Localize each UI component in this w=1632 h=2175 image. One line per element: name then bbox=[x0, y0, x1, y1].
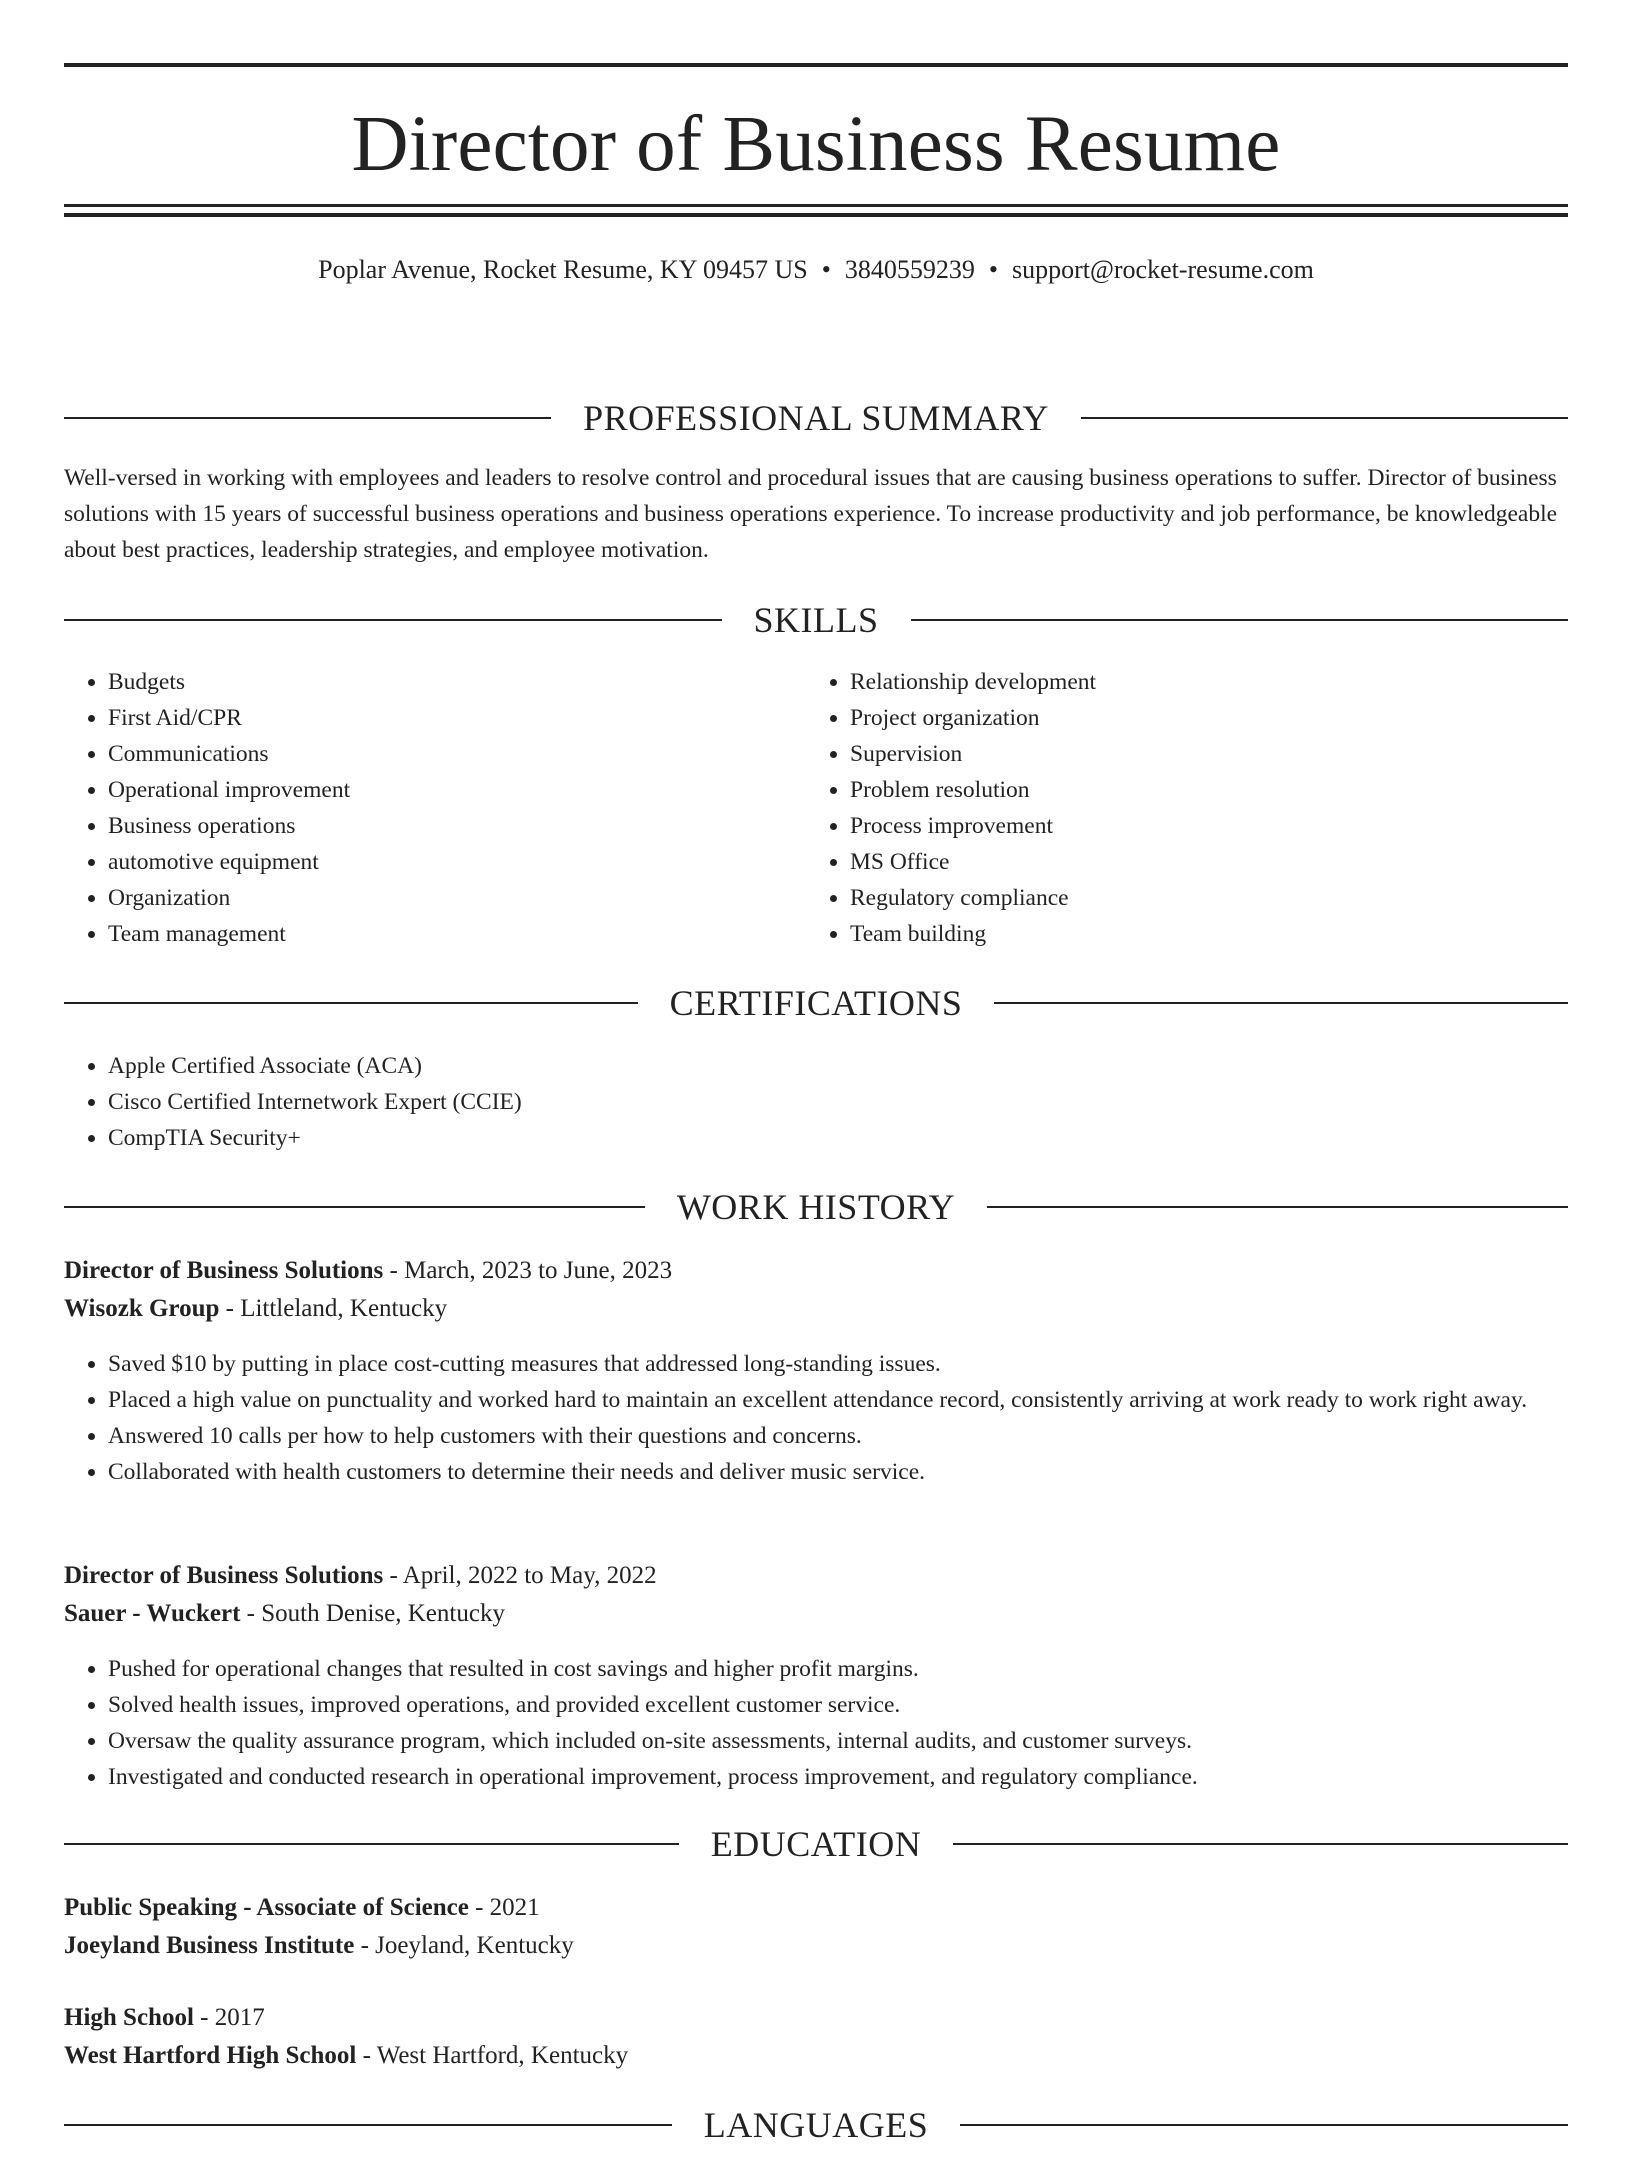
education-degree: High School bbox=[64, 2004, 194, 2031]
job-bullet: • Saved $10 by putting in place cost-cutting measures that addressed long-standing issues. bbox=[108, 1346, 1568, 1382]
job-bullet: • Pushed for operational changes that resulted in cost savings and higher profit margins. bbox=[108, 1651, 1568, 1687]
skill-item: • MS Office bbox=[850, 844, 1548, 880]
job-bullet: • Placed a high value on punctuality and worked hard to maintain an excellent attendance record, consistently arriving at work ready to work right away. bbox=[108, 1382, 1568, 1418]
job-dates: - April, 2022 to May, 2022 bbox=[383, 1562, 657, 1589]
job-bullets bbox=[64, 1651, 1568, 1795]
job-title: Director of Business Solutions bbox=[64, 1257, 384, 1284]
job-location: - Littleland, Kentucky bbox=[219, 1295, 448, 1322]
education-entry bbox=[64, 1999, 1568, 2075]
education-location: - West Hartford, Kentucky bbox=[356, 2042, 629, 2069]
skill-item: • Project organization bbox=[850, 700, 1548, 736]
title-double-rule bbox=[64, 204, 1568, 217]
skill-item: • Budgets bbox=[108, 664, 806, 700]
contact-email[interactable]: support@rocket-resume.com bbox=[1011, 255, 1314, 284]
job-company: Wisozk Group bbox=[64, 1295, 220, 1322]
job-bullet: • Answered 10 calls per how to help customers with their questions and concerns. bbox=[108, 1418, 1568, 1454]
contact-separator: • bbox=[821, 255, 831, 284]
skill-item: • Business operations bbox=[108, 808, 806, 844]
skill-item: • Process improvement bbox=[850, 808, 1548, 844]
contact-phone: 3840559239 bbox=[844, 255, 975, 284]
section-header-languages: LANGUAGES bbox=[64, 2105, 1568, 2145]
job-entry bbox=[64, 1252, 1568, 1328]
job-location: - South Denise, Kentucky bbox=[240, 1600, 505, 1627]
skill-item: • Team building bbox=[850, 916, 1548, 952]
contact-line bbox=[64, 255, 1568, 285]
resume-title: Director of Business Resume bbox=[351, 101, 1281, 188]
summary-text: Well-versed in working with employees and leaders to resolve control and procedural issues that are causing business operations to suffer. Director of business solutions with 15 years of successful business operations and business operations experience. To increase productivity and job performance, be knowledgeable about best practices, leadership strategies, and employee motivation. bbox=[64, 465, 1558, 563]
education-year: - 2017 bbox=[193, 2004, 265, 2031]
skill-item: • Relationship development bbox=[850, 664, 1548, 700]
skill-item: • Regulatory compliance bbox=[850, 880, 1548, 916]
skill-item: • First Aid/CPR bbox=[108, 700, 806, 736]
skills-list bbox=[64, 664, 1568, 952]
section-header-summary: PROFESSIONAL SUMMARY bbox=[64, 398, 1568, 438]
skills-column-right bbox=[806, 664, 1548, 952]
certification-item: • CompTIA Security+ bbox=[108, 1120, 1568, 1156]
section-header-work-history: WORK HISTORY bbox=[64, 1187, 1568, 1227]
contact-separator: • bbox=[988, 255, 998, 284]
section-header-skills: SKILLS bbox=[64, 600, 1568, 640]
education-year: - 2021 bbox=[468, 1894, 540, 1921]
education-location: - Joeyland, Kentucky bbox=[354, 1932, 574, 1959]
job-bullet: • Investigated and conducted research in operational improvement, process improvement, and regulatory compliance. bbox=[108, 1759, 1568, 1795]
job-company: Sauer - Wuckert bbox=[64, 1600, 241, 1627]
job-bullet: • Oversaw the quality assurance program, which included on-site assessments, internal audits, and customer surveys. bbox=[108, 1723, 1568, 1759]
skill-item: • Team management bbox=[108, 916, 806, 952]
certification-item: • Apple Certified Associate (ACA) bbox=[108, 1048, 1568, 1084]
contact-address: Poplar Avenue, Rocket Resume, KY 09457 US bbox=[318, 255, 808, 284]
job-bullet: • Collaborated with health customers to determine their needs and deliver music service. bbox=[108, 1454, 1568, 1490]
job-title: Director of Business Solutions bbox=[64, 1562, 384, 1589]
skill-item: • Operational improvement bbox=[108, 772, 806, 808]
skill-item: • Problem resolution bbox=[850, 772, 1548, 808]
skills-column-left bbox=[64, 664, 806, 952]
job-bullets bbox=[64, 1346, 1568, 1490]
top-rule bbox=[64, 63, 1568, 67]
skill-item: • automotive equipment bbox=[108, 844, 806, 880]
section-header-education: EDUCATION bbox=[64, 1824, 1568, 1864]
section-header-certifications: CERTIFICATIONS bbox=[64, 983, 1568, 1023]
skill-item: • Communications bbox=[108, 736, 806, 772]
education-school: Joeyland Business Institute bbox=[64, 1932, 355, 1959]
certifications-list bbox=[64, 1048, 1568, 1156]
job-entry bbox=[64, 1557, 1568, 1633]
skill-item: • Supervision bbox=[850, 736, 1548, 772]
job-bullet: • Solved health issues, improved operations, and provided excellent customer service. bbox=[108, 1687, 1568, 1723]
education-entry bbox=[64, 1889, 1568, 1965]
education-degree: Public Speaking - Associate of Science bbox=[64, 1894, 469, 1921]
certification-item: • Cisco Certified Internetwork Expert (CCIE) bbox=[108, 1084, 1568, 1120]
skill-item: • Organization bbox=[108, 880, 806, 916]
education-school: West Hartford High School bbox=[64, 2042, 357, 2069]
resume-page bbox=[0, 63, 1632, 2175]
job-dates: - March, 2023 to June, 2023 bbox=[383, 1257, 673, 1284]
